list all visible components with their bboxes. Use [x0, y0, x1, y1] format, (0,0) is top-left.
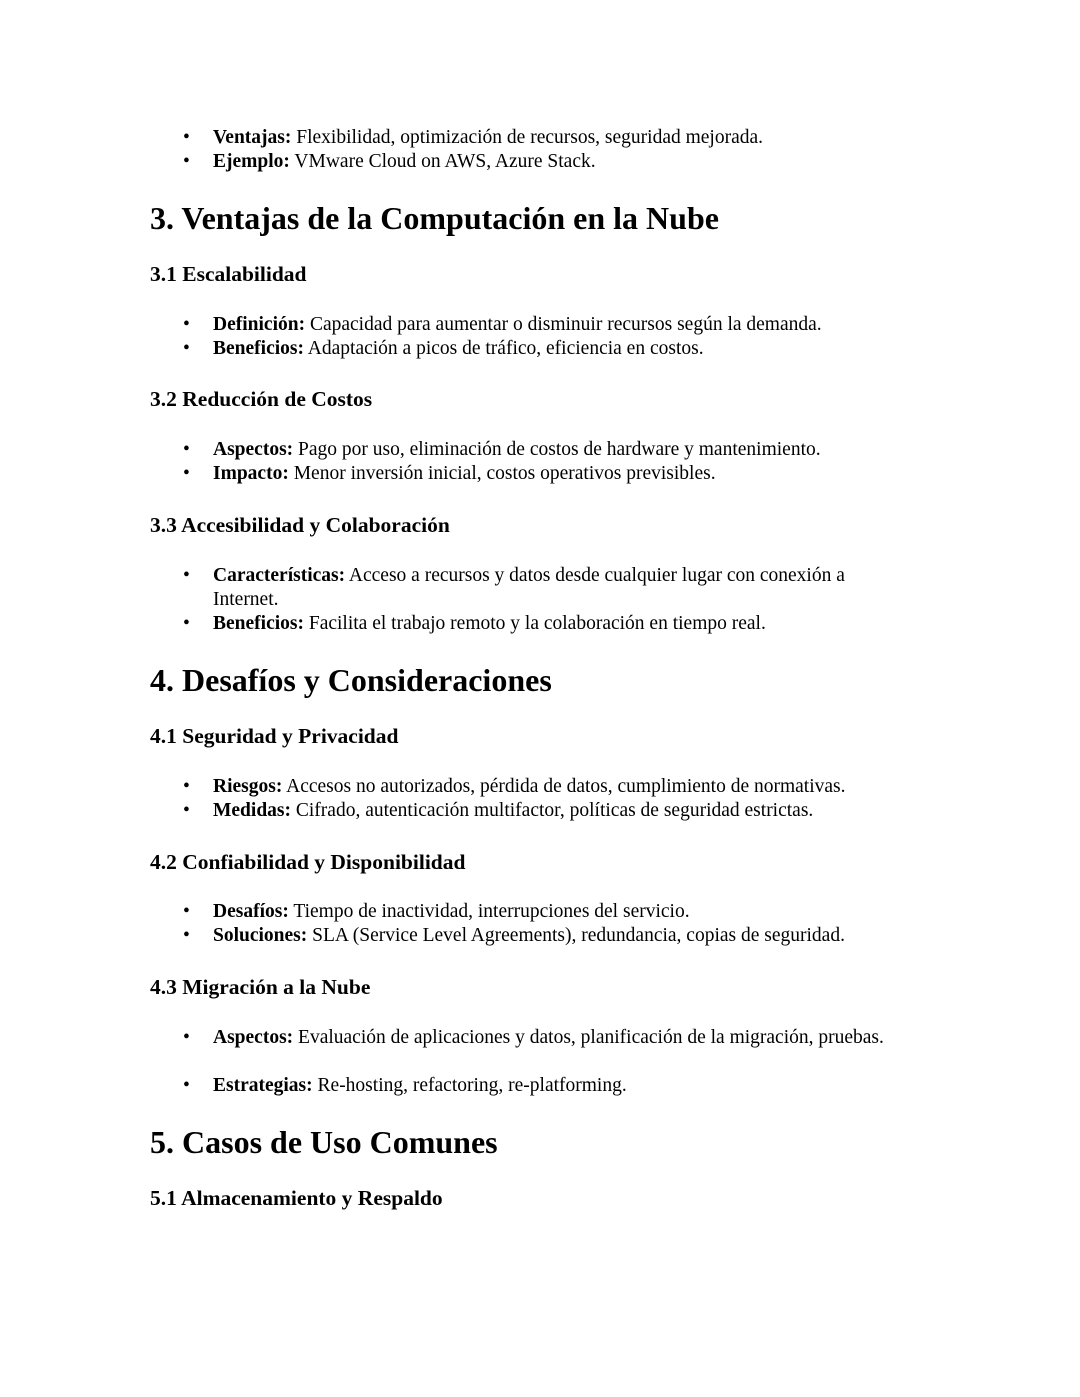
bullet-icon: •: [183, 463, 190, 484]
bullet-icon: •: [183, 151, 190, 172]
list-item-text: [213, 313, 822, 337]
subsection-heading: 4.2 Confiabilidad y Disponibilidad: [150, 850, 466, 874]
list-item-text: [213, 1074, 627, 1098]
list-item-body: VMware Cloud on AWS, Azure Stack.: [289, 151, 596, 172]
list-item-body: Flexibilidad, optimización de recursos, seguridad mejorada.: [291, 127, 764, 148]
section-heading: 3. Ventajas de la Computación en la Nube: [150, 200, 719, 236]
list-item: [0, 438, 1080, 462]
list-item: [0, 924, 1080, 948]
bullet-icon: •: [183, 901, 190, 922]
subsection-heading: 3.1 Escalabilidad: [150, 262, 307, 286]
list-item-label: Aspectos:: [213, 1027, 294, 1048]
bullet-icon: •: [183, 127, 190, 148]
subsection-heading: 5.1 Almacenamiento y Respaldo: [150, 1186, 443, 1210]
list-item-text: [213, 438, 821, 462]
list-item-label: Medidas:: [213, 800, 291, 821]
list-item-body: Adaptación a picos de tráfico, eficiencia en costos.: [303, 338, 704, 359]
list-item-body: SLA (Service Level Agreements), redundancia, copias de seguridad.: [307, 925, 845, 946]
list-item: [0, 799, 1080, 823]
list-item-text: [213, 799, 813, 823]
list-item-body: Re-hosting, refactoring, re-platforming.: [312, 1075, 627, 1096]
list-item: [0, 126, 1080, 150]
list-item-text: [213, 900, 690, 924]
list-item-body: Accesos no autorizados, pérdida de datos, cumplimiento de normativas.: [282, 776, 846, 797]
list-item-text: [213, 564, 913, 612]
list-item-text: [213, 775, 846, 799]
subsection-heading: 3.2 Reducción de Costos: [150, 387, 373, 411]
bullet-icon: •: [183, 565, 190, 586]
list-item-label: Características:: [213, 565, 346, 586]
list-item-text: [213, 1026, 913, 1050]
list-item-label: Beneficios:: [213, 613, 304, 634]
subsection-heading: 3.3 Accesibilidad y Colaboración: [150, 513, 450, 537]
bullet-icon: •: [183, 925, 190, 946]
list-item-label: Ejemplo:: [213, 151, 290, 172]
subsection-heading: 4.1 Seguridad y Privacidad: [150, 724, 399, 748]
section-heading: 5. Casos de Uso Comunes: [150, 1124, 498, 1160]
subsection-heading: 4.3 Migración a la Nube: [150, 975, 371, 999]
list-item: [0, 775, 1080, 799]
list-item-label: Definición:: [213, 314, 306, 335]
bullet-icon: •: [183, 613, 190, 634]
bullet-icon: •: [183, 439, 190, 460]
list-item-body: Evaluación de aplicaciones y datos, planificación de la migración, pruebas.: [293, 1027, 884, 1048]
list-item-body: Menor inversión inicial, costos operativos previsibles.: [288, 463, 716, 484]
list-item: [0, 1074, 1080, 1098]
list-item-body: Facilita el trabajo remoto y la colaboración en tiempo real.: [303, 613, 766, 634]
list-item: [0, 612, 1080, 636]
list-item-label: Ventajas:: [213, 127, 292, 148]
bullet-icon: •: [183, 1027, 190, 1048]
list-item: [0, 1026, 1080, 1074]
list-item-body: Tiempo de inactividad, interrupciones del servicio.: [288, 901, 690, 922]
list-item-text: [213, 924, 845, 948]
bullet-icon: •: [183, 800, 190, 821]
list-item-body: Capacidad para aumentar o disminuir recursos según la demanda.: [305, 314, 822, 335]
list-item: [0, 150, 1080, 174]
bullet-icon: •: [183, 314, 190, 335]
list-item: [0, 313, 1080, 337]
list-item-label: Aspectos:: [213, 439, 294, 460]
list-item: [0, 337, 1080, 361]
list-item-body: Cifrado, autenticación multifactor, políticas de seguridad estrictas.: [291, 800, 814, 821]
list-item-label: Riesgos:: [213, 776, 283, 797]
list-item: [0, 564, 1080, 612]
list-item-label: Desafíos:: [213, 901, 289, 922]
bullet-icon: •: [183, 776, 190, 797]
list-item: [0, 900, 1080, 924]
list-item-text: [213, 612, 766, 636]
list-item-label: Beneficios:: [213, 338, 304, 359]
list-item-label: Soluciones:: [213, 925, 308, 946]
list-item-text: [213, 337, 704, 361]
list-item-text: [213, 462, 716, 486]
list-item-text: [213, 150, 596, 174]
list-item-label: Estrategias:: [213, 1075, 313, 1096]
list-item-body: Pago por uso, eliminación de costos de hardware y mantenimiento.: [293, 439, 821, 460]
section-heading: 4. Desafíos y Consideraciones: [150, 662, 552, 698]
bullet-icon: •: [183, 338, 190, 359]
list-item-body: Acceso a recursos y datos desde cualquier lugar con conexión a Internet.: [213, 565, 845, 610]
bullet-icon: •: [183, 1075, 190, 1096]
list-item-text: [213, 126, 763, 150]
list-item: [0, 462, 1080, 486]
list-item-label: Impacto:: [213, 463, 289, 484]
